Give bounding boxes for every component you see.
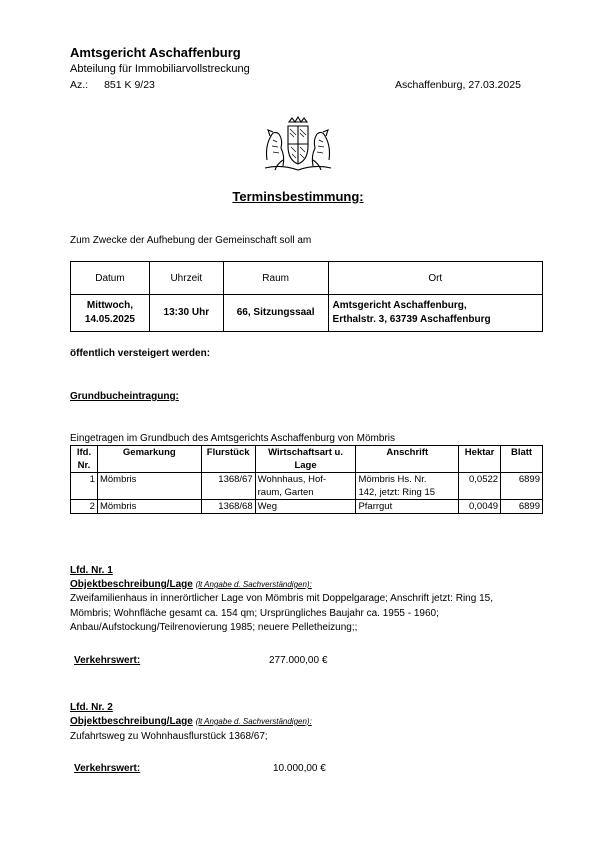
grundbuch-hektar: 0,0522 [459,473,501,500]
objekt-2-verkehrswert-label: Verkehrswert: [74,763,141,774]
objekt-2-note: (lt Angabe d. Sachverständigen): [195,717,312,726]
grundbuch-table [70,445,543,514]
schedule-ort: Amtsgericht Aschaffenburg, Erthalstr. 3, 63739 Aschaffenburg [328,295,542,332]
schedule-header-uhrzeit: Uhrzeit [149,262,223,295]
grundbuch-gemarkung: Mömbris [97,500,201,514]
objekt-1-label: Objektbeschreibung/Lage [70,579,193,590]
schedule-raum: 66, Sitzungssaal [223,295,328,332]
place-date: Aschaffenburg, 27.03.2025 [395,79,521,91]
table-row [71,473,543,500]
grundbuch-wirtschaftsart: Weg [255,500,356,514]
bavarian-coat-of-arms-icon [261,116,335,174]
grundbuch-intro: Eingetragen im Grundbuch des Amtsgerichts Aschaffenburg von Mömbris [70,433,395,444]
grundbuch-header-flurstueck: Flurstück [201,446,255,473]
grundbuch-header-lfd: lfd. Nr. [71,446,98,473]
objekt-1-verkehrswert-label: Verkehrswert: [74,655,141,666]
grundbuch-blatt: 6899 [501,473,543,500]
document-title: Terminsbestimmung: [232,189,364,204]
case-reference [70,79,155,91]
grundbuch-flurstueck: 1368/68 [201,500,255,514]
schedule-header-raum: Raum [223,262,328,295]
schedule-uhrzeit: 13:30 Uhr [149,295,223,332]
grundbuch-anschrift: Mömbris Hs. Nr. 142, jetzt: Ring 15 [356,473,459,500]
schedule-table [70,261,543,332]
table-row [71,500,543,514]
grundbuch-header-anschrift: Anschrift [356,446,459,473]
grundbuch-wirtschaftsart: Wohnhaus, Hof- raum, Garten [255,473,356,500]
schedule-header-ort: Ort [328,262,542,295]
grundbuch-hektar: 0,0049 [459,500,501,514]
intro-text: Zum Zwecke der Aufhebung der Gemeinschaft soll am [70,235,312,246]
objekt-2-heading [70,716,312,727]
objekt-1-note: (lt Angabe d. Sachverständigen): [195,580,312,589]
grundbuch-gemarkung: Mömbris [97,473,201,500]
objekt-1-description: Zweifamilienhaus in innerörtlicher Lage von Mömbris mit Doppelgarage; Anschrift jetzt: Ring 15, Mömbris; Wohnfläche gesamt ca. 154 qm; Ursprüngliches Baujahr ca. 1955 - 1960; Anbau/Aufstockung/Teilrenovierung 1985; neuere Pelletheizung;; [70,593,493,633]
grundbuch-header-hektar: Hektar [459,446,501,473]
case-reference-label: Az.: [70,79,89,91]
grundbuch-header-blatt: Blatt [501,446,543,473]
schedule-row [71,295,543,332]
grundbuch-header-row [71,446,543,473]
grundbuch-flurstueck: 1368/67 [201,473,255,500]
schedule-header-row [71,262,543,295]
court-department: Abteilung für Immobiliarvollstreckung [70,63,250,75]
grundbuch-header-wirtschaftsart: Wirtschaftsart u. Lage [255,446,356,473]
objekt-1-heading [70,579,312,590]
objekt-2-description: Zufahrtsweg zu Wohnhausflurstück 1368/67; [70,731,268,742]
grundbuch-anschrift: Pfarrgut [356,500,459,514]
objekt-1-verkehrswert: 277.000,00 € [269,655,328,666]
grundbuch-blatt: 6899 [501,500,543,514]
grundbuch-heading: Grundbucheintragung: [70,391,179,402]
case-reference-value: 851 K 9/23 [104,79,155,91]
grundbuch-header-gemarkung: Gemarkung [97,446,201,473]
schedule-header-datum: Datum [71,262,150,295]
schedule-datum: Mittwoch, 14.05.2025 [71,295,150,332]
court-name: Amtsgericht Aschaffenburg [70,45,241,60]
grundbuch-lfd: 1 [71,473,98,500]
objekt-2-label: Objektbeschreibung/Lage [70,716,193,727]
objekt-1-number: Lfd. Nr. 1 [70,565,113,576]
objekt-2-number: Lfd. Nr. 2 [70,702,113,713]
versteigert-text: öffentlich versteigert werden: [70,348,211,359]
objekt-2-verkehrswert: 10.000,00 € [273,763,326,774]
grundbuch-lfd: 2 [71,500,98,514]
